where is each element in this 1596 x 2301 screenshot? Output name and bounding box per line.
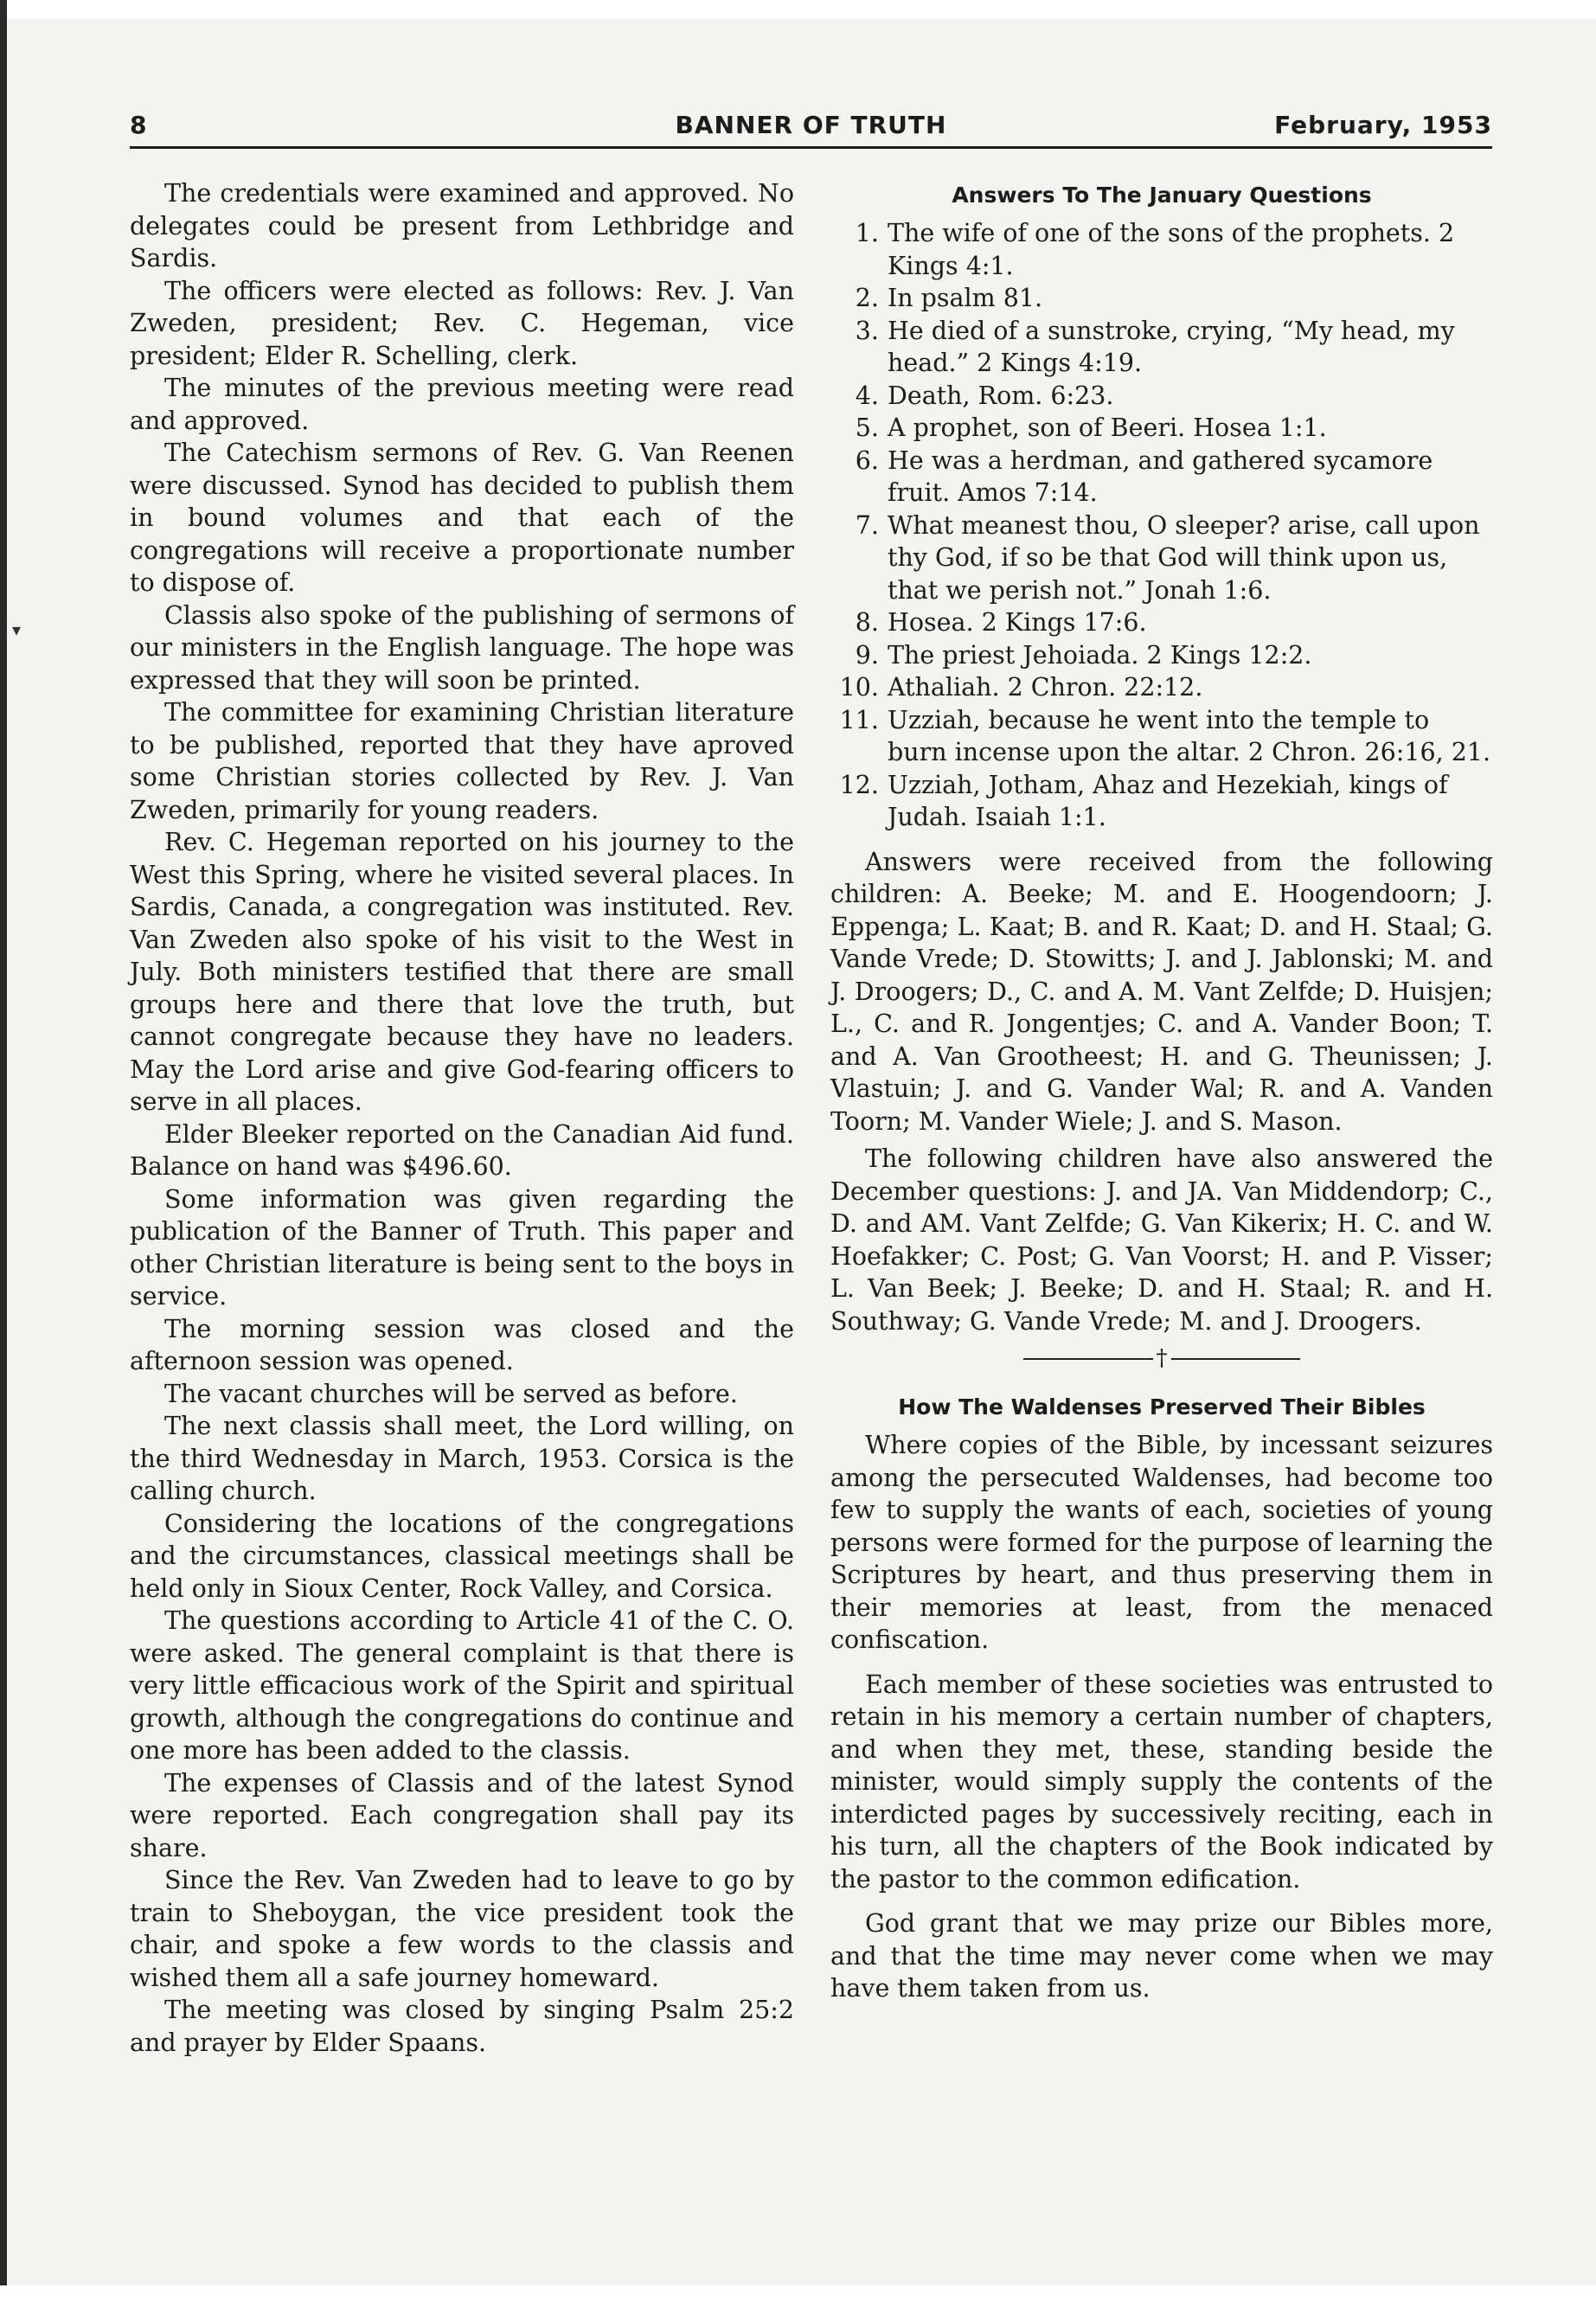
answers-received-paragraph: Answers were received from the following children: A. Beeke; M. and E. Hoogendoorn; J. Eppenga; L. Kaat; B. and R. Kaat; D. and H. Staal; G. Vande Vrede; D. Stowitts; J. and J. Jablonski; M. and J. Droogers; D., C. and A. M. Vant Zelfde; D. Huisjen; L., C. and R. Jongentjes; C. and A. Vander Boon; T. and A. Van Grootheest; H. and G. Theunissen; J. Vlastuin; J. and G. Vander Wal; R. and A. Vanden Toorn; M. Vander Wiele; J. and S. Mason. xyxy=(830,847,1493,1136)
answer-text: Hosea. 2 Kings 17:6. xyxy=(888,608,1147,637)
paragraph: Classis also spoke of the publishing of sermons of our ministers in the English language. The hope was expressed that they will soon be printed. xyxy=(130,600,794,695)
answer-number: 9. xyxy=(855,640,879,670)
answer-text: The priest Jehoiada. 2 Kings 12:2. xyxy=(888,640,1312,670)
paragraph: The vacant churches will be served as before. xyxy=(164,1379,738,1408)
section-divider xyxy=(1023,1346,1300,1372)
answer-number: 3. xyxy=(855,316,879,345)
scan-bottom-margin xyxy=(0,2285,1596,2301)
issue-date: February, 1953 xyxy=(1274,111,1492,139)
paragraph: The committee for examining Christian literature to be published, reported that they have aproved some Christian stories collected by Rev. J. Van Zweden, primarily for young readers. xyxy=(130,698,794,824)
answer-number: 5. xyxy=(855,413,879,442)
answer-text: Uzziah, because he went into the temple to burn incense upon the altar. 2 Chron. 26:16, 21. xyxy=(888,705,1491,766)
list-item xyxy=(830,412,1493,445)
answers-heading: Answers To The January Questions xyxy=(952,183,1372,208)
answer-number: 8. xyxy=(855,608,879,637)
paragraph: God grant that we may prize our Bibles more, and that the time may never come when we may have them taken from us. xyxy=(830,1909,1493,2003)
list-item xyxy=(830,606,1493,639)
spacer xyxy=(830,1900,1493,1907)
paragraph: Each member of these societies was entrusted to retain in his memory a certain number of chapters, and when they met, these, standing beside the minister, would simply supply the contents of the interdicted pages by successively reciting, each in his turn, all the chapters of the Book indicated by the pastor to the common edification. xyxy=(830,1670,1493,1894)
answer-text: He was a herdman, and gathered sycamore fruit. Amos 7:14. xyxy=(888,445,1433,507)
answer-number: 6. xyxy=(855,445,879,475)
answer-text: Death, Rom. 6:23. xyxy=(888,381,1114,410)
paragraph: Elder Bleeker reported on the Canadian Aid fund. Balance on hand was $496.60. xyxy=(130,1119,794,1181)
paragraph: The meeting was closed by singing Psalm 25:2 and prayer by Elder Spaans. xyxy=(130,1996,794,2057)
page-number: 8 xyxy=(130,111,148,139)
list-item xyxy=(830,217,1493,282)
answer-number: 4. xyxy=(855,381,879,410)
paragraph: The officers were elected as follows: Rev. J. Van Zweden, president; Rev. C. Hegeman, vice president; Elder R. Schelling, clerk. xyxy=(130,276,794,370)
list-item xyxy=(830,315,1493,380)
list-item xyxy=(830,639,1493,672)
answer-text: Athaliah. 2 Chron. 22:12. xyxy=(888,673,1203,702)
header-rule xyxy=(130,146,1492,149)
scan-mark: ▾ xyxy=(12,619,22,640)
list-item xyxy=(830,380,1493,413)
spacer xyxy=(830,1662,1493,1669)
scan-left-edge xyxy=(0,0,7,2301)
scan-top-margin xyxy=(0,0,1596,19)
publication-title: BANNER OF TRUTH xyxy=(675,111,947,139)
list-item xyxy=(830,445,1493,510)
paragraph: The credentials were examined and approved. No delegates could be present from Lethbridge and Sardis. xyxy=(130,179,794,272)
list-item xyxy=(830,282,1493,315)
answer-text: In psalm 81. xyxy=(888,284,1043,312)
right-column xyxy=(830,177,1493,2010)
answer-number: 1. xyxy=(855,219,879,247)
december-answers-paragraph: The following children have also answered the December questions: J. and JA. Van Middendorp; C., D. and AM. Vant Zelfde; G. Van Kikerix; H. C. and W. Hoefakker; C. Post; G. Van Voorst; H. and P. Visser; L. Van Beek; J. Beeke; D. and H. Staal; R. and H. Southway; G. Vande Vrede; M. and J. Droogers. xyxy=(830,1144,1493,1336)
paragraph: Some information was given regarding the publication of the Banner of Truth. This paper and other Christian literature is being sent to the boys in service. xyxy=(130,1184,794,1311)
paragraph: Rev. C. Hegeman reported on his journey to the West this Spring, where he visited several places. In Sardis, Canada, a congregation was instituted. Rev. Van Zweden also spoke of his visit to the West in July. Both ministers testified that there are small groups here and there that love the truth, but cannot congregate because they have no leaders. May the Lord arise and give God-fearing officers to serve in all places. xyxy=(130,828,794,1116)
paragraph: The morning session was closed and the afternoon session was opened. xyxy=(130,1314,794,1375)
list-item xyxy=(830,510,1493,607)
left-column xyxy=(130,177,794,2059)
answer-text: A prophet, son of Beeri. Hosea 1:1. xyxy=(888,413,1327,442)
answer-number: 11. xyxy=(839,705,879,734)
paragraph: The questions according to Article 41 of the C. O. were asked. The general complaint is that there is very little efficacious work of the Spirit and spiritual growth, although the congregations do continue and one more has been added to the classis. xyxy=(130,1606,794,1765)
divider-glyph: † xyxy=(1153,1345,1171,1371)
page-header xyxy=(130,111,1492,145)
answer-text: The wife of one of the sons of the prophets. 2 Kings 4:1. xyxy=(888,219,1455,280)
answer-number: 10. xyxy=(839,673,879,702)
paragraph: The next classis shall meet, the Lord willing, on the third Wednesday in March, 1953. Corsica is the calling church. xyxy=(130,1412,794,1505)
list-item xyxy=(830,671,1493,704)
waldenses-heading: How The Waldenses Preserved Their Bibles xyxy=(898,1394,1426,1420)
answers-list xyxy=(830,217,1493,834)
answer-text: He died of a sunstroke, crying, “My head, my head.” 2 Kings 4:19. xyxy=(888,316,1455,377)
answer-number: 2. xyxy=(855,284,879,312)
list-item xyxy=(830,769,1493,834)
paragraph: The expenses of Classis and of the latest Synod were reported. Each congregation shall pay its share. xyxy=(130,1768,794,1862)
list-item xyxy=(830,704,1493,769)
paragraph: Since the Rev. Van Zweden had to leave to go by train to Sheboygan, the vice president took the chair, and spoke a few words to the classis and wished them all a safe journey homeward. xyxy=(130,1866,794,1992)
answer-number: 7. xyxy=(855,510,879,540)
paragraph: Where copies of the Bible, by incessant seizures among the persecuted Waldenses, had become too few to supply the wants of each, societies of young persons were formed for the purpose of learning the Scriptures by heart, and thus preserving them in their memories at least, from the menaced confiscation. xyxy=(830,1431,1493,1654)
paragraph: The Catechism sermons of Rev. G. Van Reenen were discussed. Synod has decided to publish them in bound volumes and that each of the congregations will receive a proportionate number to dispose of. xyxy=(130,439,794,597)
paragraph: The minutes of the previous meeting were read and approved. xyxy=(130,374,794,435)
answer-number: 12. xyxy=(839,770,879,799)
answer-text: Uzziah, Jotham, Ahaz and Hezekiah, kings of Judah. Isaiah 1:1. xyxy=(888,770,1448,831)
answer-text: What meanest thou, O sleeper? arise, call upon thy God, if so be that God will think upon us, that we perish not.” Jonah 1:6. xyxy=(888,510,1480,605)
cross-icon xyxy=(1023,1343,1300,1375)
paragraph: Considering the locations of the congregations and the circumstances, classical meetings shall be held only in Sioux Center, Rock Valley, and Corsica. xyxy=(130,1509,794,1603)
